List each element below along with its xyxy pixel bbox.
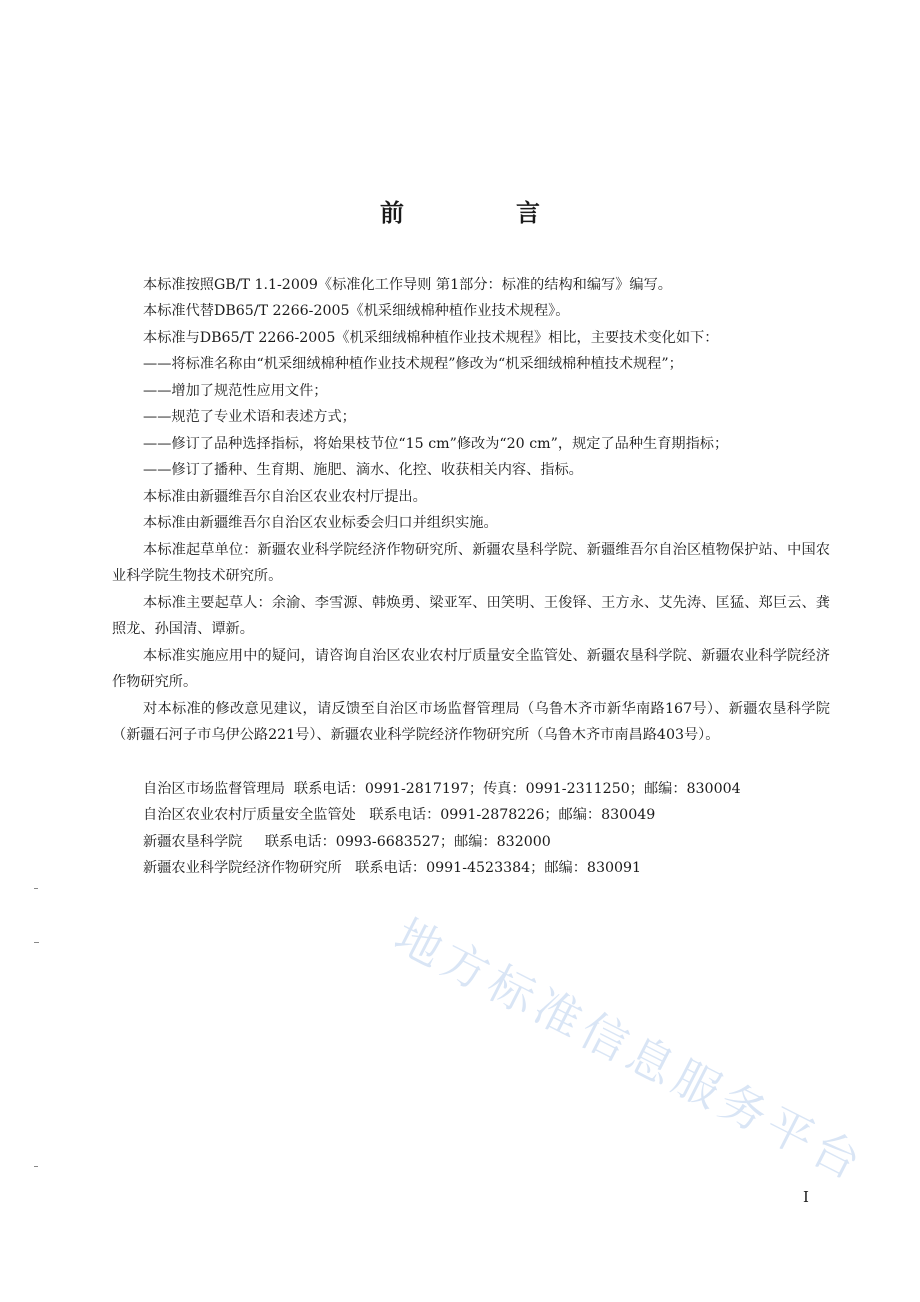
paragraph-changes-intro: 本标准与DB65/T 2266-2005《机采细绒棉种植作业技术规程》相比，主要技术变化如下：: [143, 330, 719, 346]
watermark: 地方标准信息服务平台: [386, 908, 875, 1193]
paragraph-managed-by: 本标准由新疆维吾尔自治区农业标委会归口并组织实施。: [143, 515, 498, 531]
scan-mark: [34, 1166, 38, 1167]
change-item-3: ——规范了专业术语和表述方式；: [143, 409, 356, 425]
paragraph-drafters: 本标准主要起草人：余渝、李雪源、韩焕勇、梁亚军、田笑明、王俊铎、王方永、艾先涛、匡猛、郑巨云、龚照龙、孙国清、谭新。: [112, 595, 830, 638]
change-item-4: ——修订了品种选择指标，将始果枝节位“15 cm”修改为“20 cm”，规定了品种生育期指标；: [143, 436, 729, 452]
paragraph-replaces: 本标准代替DB65/T 2266-2005《机采细绒棉种植作业技术规程》。: [143, 303, 570, 319]
contact-line-agriculture: 自治区农业农村厅质量安全监管处 联系电话：0991-2878226；邮编：830049: [143, 807, 656, 823]
contact-line-reclamation: 新疆农垦科学院 联系电话：0993-6683527；邮编：832000: [143, 834, 551, 850]
scan-mark: [34, 942, 39, 943]
page-number: I: [803, 1188, 809, 1206]
contact-line-market: 自治区市场监督管理局 联系电话：0991-2817197；传真：0991-2311250；邮编：830004: [143, 781, 741, 797]
contact-line-crops-institute: 新疆农业科学院经济作物研究所 联系电话：0991-4523384；邮编：830091: [143, 860, 642, 876]
paragraph-proposed-by: 本标准由新疆维吾尔自治区农业农村厅提出。: [143, 489, 427, 505]
change-item-2: ——增加了规范性应用文件；: [143, 383, 328, 399]
paragraph-feedback: 对本标准的修改意见建议，请反馈至自治区市场监督管理局（乌鲁木齐市新华南路167号）、新疆农垦科学院（新疆石河子市乌伊公路221号）、新疆农业科学院经济作物研究所（乌鲁木齐市南昌路403号）。: [112, 701, 830, 744]
page-title: 前 言: [380, 199, 584, 227]
paragraph-drafting-units: 本标准起草单位：新疆农业科学院经济作物研究所、新疆农垦科学院、新疆维吾尔自治区植物保护站、中国农业科学院生物技术研究所。: [112, 542, 830, 585]
scan-mark: [34, 888, 38, 889]
paragraph-basis: 本标准按照GB/T 1.1-2009《标准化工作导则 第1部分：标准的结构和编写》编写。: [143, 277, 672, 293]
change-item-1: ——将标准名称由“机采细绒棉种植作业技术规程”修改为“机采细绒棉种植技术规程”；: [143, 356, 683, 372]
paragraph-inquiries: 本标准实施应用中的疑问，请咨询自治区农业农村厅质量安全监管处、新疆农垦科学院、新疆农业科学院经济作物研究所。: [112, 648, 830, 691]
change-item-5: ——修订了播种、生育期、施肥、滴水、化控、收获相关内容、指标。: [143, 462, 583, 478]
